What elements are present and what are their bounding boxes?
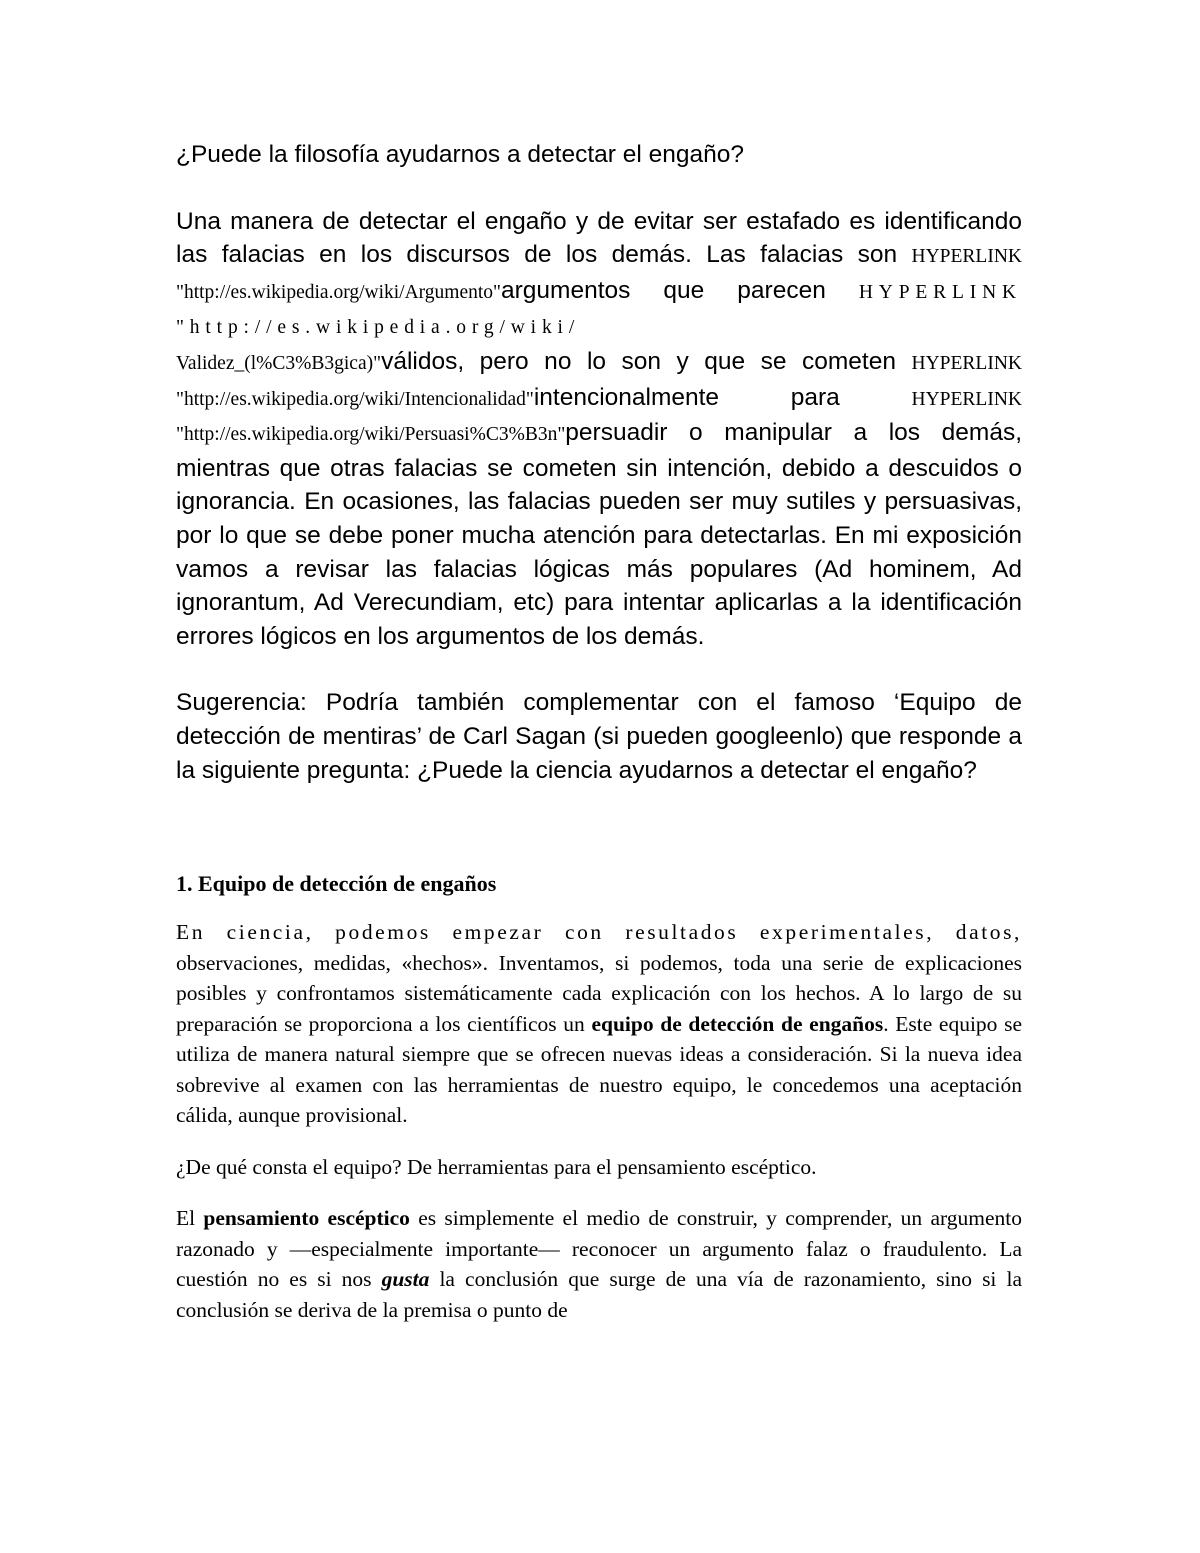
skeptic-bold-term: pensamiento escéptico: [203, 1206, 410, 1231]
intro-text-2: argumentos que: [501, 276, 738, 304]
skeptic-text-3: la conclusión que surge de una vía de razonamiento, sino si la conclusión se deriva de la premisa o punto de: [176, 1267, 1022, 1322]
intro-paragraph: [176, 205, 1022, 654]
intro-text-3: parecen: [737, 276, 859, 304]
skeptic-text-2: es simplemente el medio de construir, y comprender, un argumento razonado y —especialmente importante— reconocer un argumento falaz o fraudulento. La cuestión no es si nos: [176, 1206, 1022, 1292]
hyperlink-field-validez[interactable]: HYPERLINK "http://es.wikipedia.org/wiki/: [176, 281, 1022, 339]
skeptic-bold-italic-term: gusta: [381, 1267, 430, 1292]
intro-text-1: Una manera de detectar el engaño y de evitar ser estafado es identificando las falacias en los discursos de los demás. Las falacias son: [176, 207, 1022, 269]
science-paragraph: [176, 917, 1022, 1131]
section-heading: 1. Equipo de detección de engaños: [176, 871, 497, 897]
skeptic-text-1: El: [176, 1206, 204, 1231]
question-title: ¿Puede la filosofía ayudarnos a detectar el engaño?: [176, 141, 744, 168]
suggestion-paragraph: Sugerencia: Podría también complementar con el famoso ‘Equipo de detección de mentiras’ de Carl Sagan (si pueden googleenlo) que responde a la siguiente pregunta: ¿Puede la ciencia ayudarnos a detectar el engaño?: [176, 689, 1022, 784]
science-text-1: En ciencia, podemos empezar con resultados experimentales, datos,: [176, 920, 1022, 945]
hyperlink-field-persuasion[interactable]: HYPERLINK "http://es.wikipedia.org/wiki/Persuasi%C3%B3n": [176, 388, 1022, 446]
science-bold-term: equipo de detección de engaños: [591, 1011, 884, 1036]
science-text-3: . Este equipo se utiliza de manera natural siempre que se ofrecen nuevas ideas a consideración. Si la nueva idea sobrevive al examen con las herramientas de nuestro equipo, le concedemos una aceptación cálida, aunque provisional.: [176, 1011, 1022, 1128]
hyperlink-field-intencionalidad[interactable]: HYPERLINK "http://es.wikipedia.org/wiki/Intencionalidad": [176, 352, 1022, 410]
science-text-2: observaciones, medidas, «hechos». Inventamos, si podemos, toda una serie de explicaciones posibles y confrontamos sistemáticamente cada explicación con los hechos. A lo largo de su preparación se proporciona a los científicos un: [176, 950, 1022, 1036]
intro-text-6: persuadir o manipular a los demás, mientras que otras falacias se cometen sin intención, debido a descuidos o ignorancia. En ocasiones, las falacias pueden ser muy sutiles y persuasivas, por lo que se debe poner mucha atención para detectarlas. En mi exposición vamos a revisar las falacias lógicas más populares (Ad hominem, Ad ignorantum, Ad Verecundiam, etc) para intentar aplicarlas a la identificación errores lógicos en los argumentos de los demás.: [176, 419, 1022, 650]
hyperlink-field-argumento[interactable]: HYPERLINK "http://es.wikipedia.org/wiki/Argumento": [176, 246, 1022, 303]
hyperlink-field-validez-cont[interactable]: Validez_(l%C3%B3gica)": [176, 352, 382, 374]
intro-text-4: válidos, pero no lo son y que se cometen: [381, 347, 912, 375]
document-page: [176, 138, 1022, 1325]
intro-text-5: intencionalmente para: [533, 383, 912, 411]
skeptic-paragraph: [176, 1203, 1022, 1325]
kit-question-paragraph: ¿De qué consta el equipo? De herramientas para el pensamiento escéptico.: [176, 1154, 817, 1179]
